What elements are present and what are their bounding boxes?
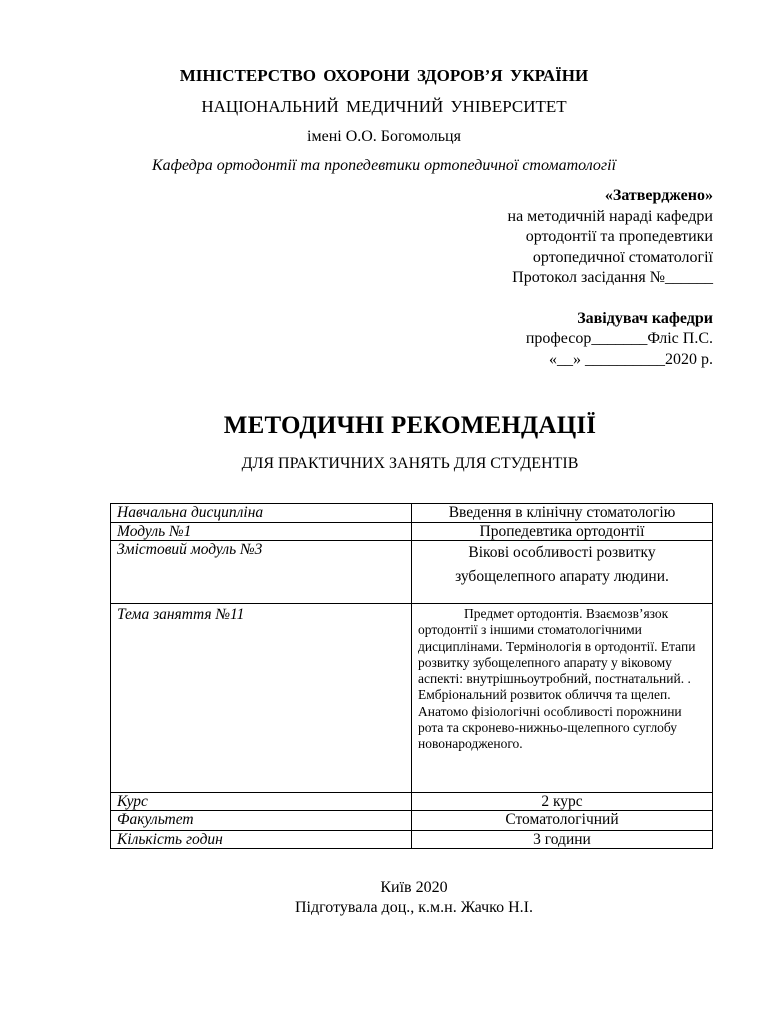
document-subtitle: ДЛЯ ПРАКТИЧНИХ ЗАНЯТЬ ДЛЯ СТУДЕНТІВ bbox=[241, 455, 579, 472]
module-label: Модуль №1 bbox=[111, 523, 412, 541]
faculty-value: Стоматологічний bbox=[412, 811, 713, 831]
university-named-after: імені О.О. Богомольця bbox=[307, 128, 461, 145]
discipline-label: Навчальна дисципліна bbox=[111, 504, 412, 523]
discipline-value: Введення в клінічну стоматологію bbox=[412, 504, 713, 523]
content-module-value bbox=[412, 541, 713, 604]
table-row bbox=[111, 541, 713, 604]
table-row bbox=[111, 604, 713, 793]
course-value: 2 курс bbox=[412, 793, 713, 811]
course-info-table bbox=[110, 503, 713, 849]
approval-stamp: «Затверджено» bbox=[604, 187, 713, 204]
university-heading: НАЦІОНАЛЬНИЙ МЕДИЧНИЙ УНІВЕРСИТЕТ bbox=[201, 97, 567, 116]
faculty-label: Факультет bbox=[111, 811, 412, 831]
approval-line-2: ортодонтії та пропедевтики bbox=[525, 228, 713, 245]
content-module-label: Змістовий модуль №3 bbox=[111, 541, 412, 604]
hours-label: Кількість годин bbox=[111, 831, 412, 849]
approval-date: «__» __________2020 р. bbox=[549, 350, 713, 368]
table-row bbox=[111, 831, 713, 849]
head-of-department-title: Завідувач кафедри bbox=[577, 309, 713, 327]
module-value: Пропедевтика ортодонтії bbox=[412, 523, 713, 541]
document-title: МЕТОДИЧНІ РЕКОМЕНДАЦІЇ bbox=[223, 412, 597, 439]
approval-protocol: Протокол засідання №______ bbox=[512, 269, 713, 286]
prepared-by: Підготувала доц., к.м.н. Жачко Н.І. bbox=[295, 899, 533, 916]
table-row bbox=[111, 793, 713, 811]
table-row bbox=[111, 811, 713, 831]
table-row bbox=[111, 504, 713, 523]
approval-line-3: ортопедичної стоматології bbox=[532, 248, 713, 266]
course-label: Курс bbox=[111, 793, 412, 811]
head-of-department-name: професор_______Фліс П.С. bbox=[525, 330, 713, 347]
content-module-value-line-1: Вікові особливості розвитку bbox=[468, 544, 656, 561]
table-row bbox=[111, 523, 713, 541]
hours-value: 3 години bbox=[412, 831, 713, 849]
content-module-value-line-2: зубощелепного апарату людини. bbox=[455, 568, 669, 585]
topic-value: Предмет ортодонтія. Взаємозв’язок ортодонтії з іншими стоматологічними дисциплінами. Термінологія в ортодонтії. Етапи розвитку зубощелепного апарату у віковому аспекті: внутрішньоутробний, постнатальний. . Ембріональний розвиток обличчя та щелеп. Анатомо фізіологічні особливості порожнини рота та скронево-нижньо-щелепного суглобу новонародженого. bbox=[412, 604, 713, 793]
topic-label: Тема заняття №11 bbox=[111, 604, 412, 793]
department-heading: Кафедра ортодонтії та пропедевтики ортопедичної стоматології bbox=[151, 157, 617, 174]
approval-block bbox=[413, 186, 713, 370]
ministry-heading: МІНІСТЕРСТВО ОХОРОНИ ЗДОРОВ’Я УКРАЇНИ bbox=[179, 66, 589, 85]
city-year: Київ 2020 bbox=[380, 879, 448, 896]
approval-line-1: на методичній нараді кафедри bbox=[507, 207, 713, 225]
